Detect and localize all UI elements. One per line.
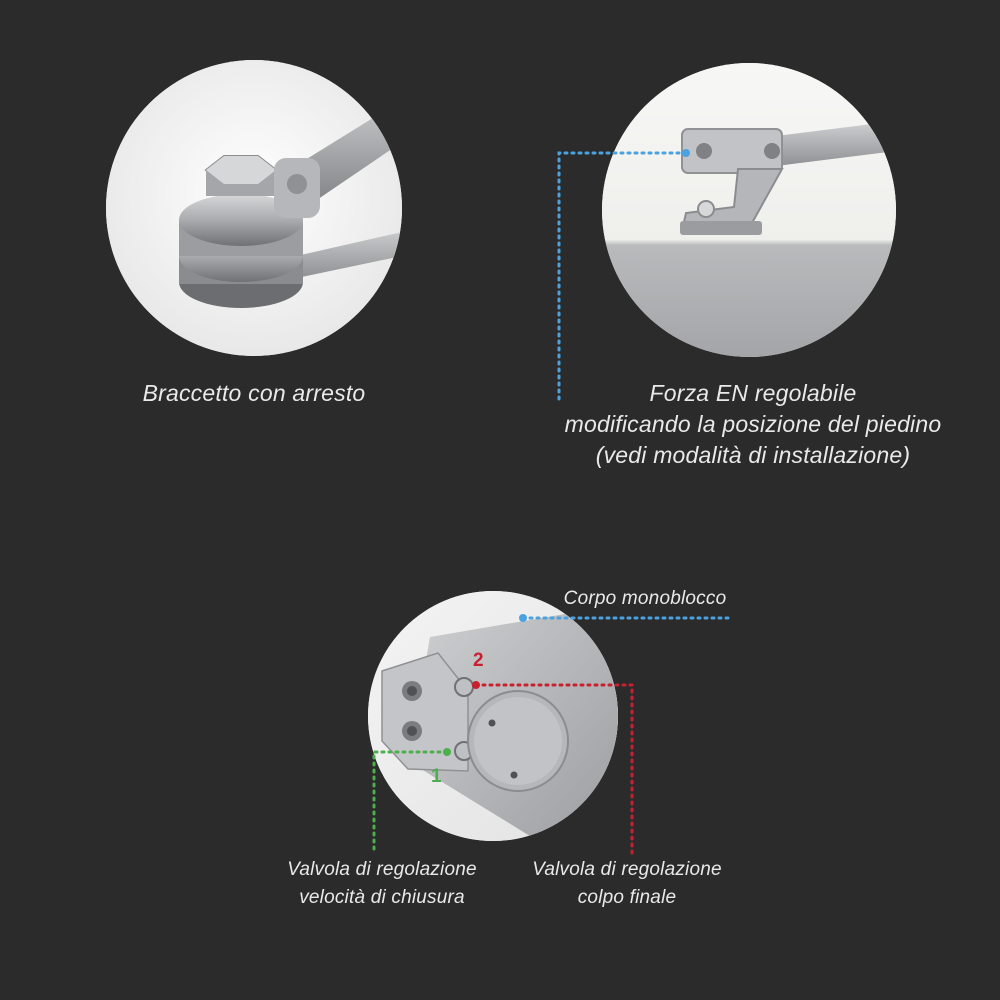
valve-marker-1: 1 [431, 766, 442, 787]
adjustable-foot-photo [602, 63, 896, 357]
force-caption-line1: Forza EN regolabile [649, 380, 857, 406]
closing-speed-line1: Valvola di regolazione [287, 859, 477, 880]
final-stroke-caption [513, 856, 741, 912]
body-caption [530, 586, 760, 612]
arm-stop-caption-text: Braccetto con arresto [142, 380, 366, 406]
final-stroke-line2: colpo finale [577, 887, 677, 908]
arm-stop-photo [106, 60, 402, 356]
body-caption-text: Corpo monoblocco [563, 588, 727, 609]
closing-speed-caption [268, 856, 496, 912]
final-stroke-line1: Valvola di regolazione [532, 859, 722, 880]
closing-speed-line2: velocità di chiusura [299, 887, 465, 908]
force-caption-line3: (vedi modalità di installazione) [595, 442, 911, 468]
arm-stop-caption [104, 378, 404, 408]
force-caption-line2: modificando la posizione del piedino [564, 411, 942, 437]
valve-marker-2: 2 [473, 650, 484, 671]
closer-body-photo [368, 591, 618, 841]
force-caption [548, 378, 958, 471]
